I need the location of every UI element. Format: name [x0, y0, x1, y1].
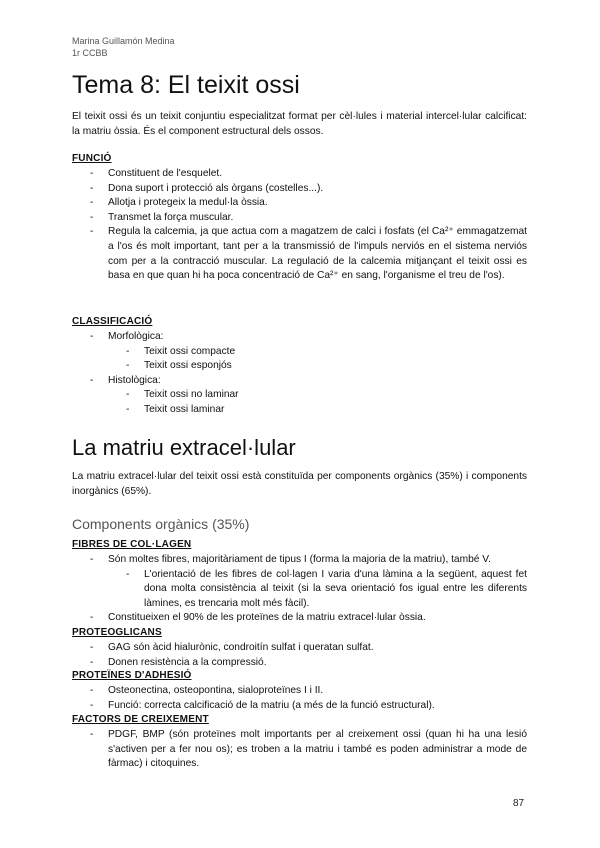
adhesio-heading: PROTEÏNES D'ADHESIÓ	[72, 670, 192, 681]
section-title-matriu: La matriu extracel·lular	[72, 435, 296, 460]
list-item: - GAG són àcid hialurònic, condroitín sulfat i queratan sulfat.	[72, 641, 527, 656]
funcio-heading: FUNCIÓ	[72, 153, 112, 164]
fibres-list	[72, 553, 527, 626]
list-item: - Teixit ossi no laminar	[72, 388, 527, 403]
list-item: - L'orientació de les fibres de col·lagen I varia d'una làmina a la següent, aquest fet dona molta consistència al teixit (si la seva orientació fos igual entre les diferents làmines, es trencaria molt més fàcil).	[72, 568, 527, 612]
list-item: - Dona suport i protecció als òrgans (costelles...).	[72, 182, 527, 197]
adhesio-list	[72, 684, 527, 713]
list-item: - Transmet la força muscular.	[72, 211, 527, 226]
list-item: - Teixit ossi compacte	[72, 345, 527, 360]
components-organics-subtitle: Components orgànics (35%)	[72, 516, 250, 532]
list-item: - Teixit ossi esponjós	[72, 359, 527, 374]
matriu-intro: La matriu extracel·lular del teixit ossi està constituïda per components orgànics (35%) i components inorgànics (65%).	[72, 471, 527, 497]
course-label: 1r CCBB	[72, 48, 108, 58]
classificacio-list	[72, 330, 527, 418]
list-item: - Morfològica:	[72, 330, 527, 345]
list-item: - Regula la calcemia, ja que actua com a magatzem de calci i fosfats (el Ca²⁺ emmagatzemat a l'os és molt important, tant per a la transmissió de l'impuls nerviós en el sistema nerviós com per a la contracció muscular. La regulació de la calcemia mitjançant el teixit ossi es basa en que quan hi ha poca concentració de Ca²⁺ en sang, l'organisme el treu de l'os).	[72, 225, 527, 283]
proteoglicans-list	[72, 641, 527, 670]
author-name: Marina Guillamón Medina	[72, 36, 175, 46]
proteoglicans-heading: PROTEOGLICANS	[72, 627, 162, 638]
list-item: - Són moltes fibres, majoritàriament de tipus I (forma la majoria de la matriu), també V.	[72, 553, 527, 568]
list-item: - Constitueixen el 90% de les proteïnes de la matriu extracel·lular òssia.	[72, 611, 527, 626]
fibres-heading: FIBRES DE COL·LAGEN	[72, 539, 192, 550]
list-item: - Histològica:	[72, 374, 527, 389]
list-item: - Funció: correcta calcificació de la matriu (a més de la funció estructural).	[72, 699, 527, 714]
funcio-list	[72, 167, 527, 284]
creixement-heading: FACTORS DE CREIXEMENT	[72, 714, 209, 725]
list-item: - PDGF, BMP (són proteïnes molt importants per al creixement ossi (quan hi ha una lesió s'activen per a fer nou os); es troben a la matriu i també es poden administrar a mode de fàrmac) i citoquines.	[72, 728, 527, 772]
intro-paragraph: El teixit ossi és un teixit conjuntiu especialitzat format per cèl·lules i material intercel·lular calcificat: la matriu òssia. És el component estructural dels ossos.	[72, 111, 527, 137]
list-item: - Teixit ossi laminar	[72, 403, 527, 418]
page-title: Tema 8: El teixit ossi	[72, 71, 300, 99]
page-header	[72, 35, 175, 59]
list-item: - Donen resistència a la compressió.	[72, 656, 527, 671]
creixement-list	[72, 728, 527, 772]
list-item: - Osteonectina, osteopontina, sialoproteïnes I i II.	[72, 684, 527, 699]
classificacio-heading: CLASSIFICACIÓ	[72, 316, 153, 327]
page-number: 87	[513, 798, 525, 809]
list-item: - Allotja i protegeix la medul·la òssia.	[72, 196, 527, 211]
list-item: - Constituent de l'esquelet.	[72, 167, 527, 182]
